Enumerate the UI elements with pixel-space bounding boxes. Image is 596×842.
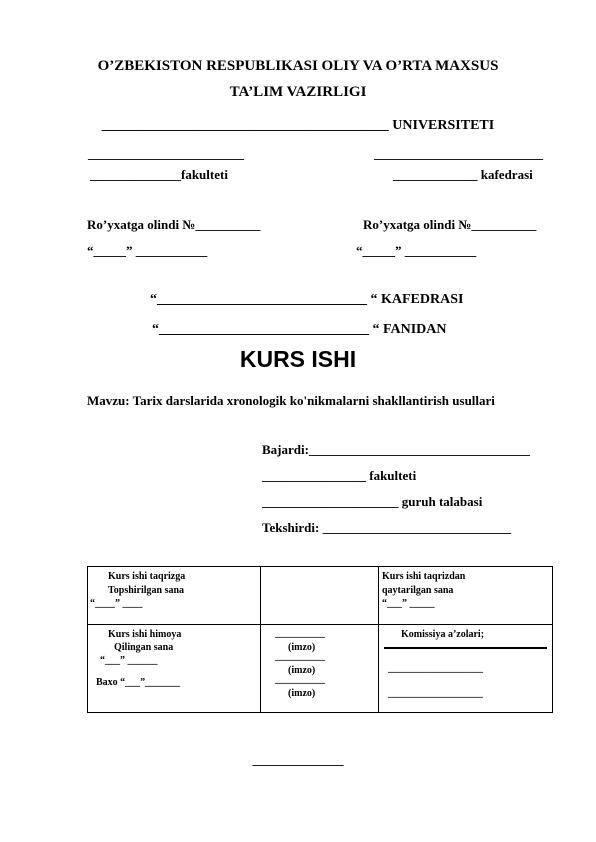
submission-cell	[88, 567, 261, 625]
submission-label-2: Topshirilgan sana	[108, 585, 185, 596]
defense-label-1: Kurs ishi himoya	[108, 629, 182, 640]
member-line-1: ___________________	[388, 663, 483, 674]
defense-date: “___” ______	[100, 655, 158, 666]
faculty-line: ______________fakulteti	[90, 167, 228, 182]
document-title: KURS ISHI	[239, 346, 357, 372]
signature-label-1: (imzo)	[288, 642, 316, 653]
blank-line-right: __________________________	[374, 146, 543, 161]
return-cell	[379, 567, 553, 625]
registration-date-left: “_____” ___________	[87, 243, 208, 258]
return-label-1: Kurs ishi taqrizdan	[382, 571, 466, 582]
signature-cell	[261, 625, 379, 713]
submission-date: “____” ____	[90, 598, 143, 609]
topic-line: Mavzu: Tarix darslarida xronologik ko'nikmalarni shakllantirish usullari	[87, 393, 495, 408]
commission-label: Komissiya a’zolari;	[401, 629, 485, 640]
defense-label-2: Qilingan sana	[114, 642, 174, 653]
signature-label-2: (imzo)	[288, 665, 316, 676]
ministry-line-1: O’ZBEKISTON RESPUBLIKASI OLIY VA O’RTA MAXSUS	[97, 58, 499, 74]
commission-divider	[384, 647, 547, 649]
author-faculty-line: ________________ fakulteti	[262, 468, 417, 483]
commission-cell	[379, 625, 553, 713]
empty-cell	[261, 567, 379, 625]
bottom-line: ______________	[252, 752, 344, 767]
blank-line-left: ________________________	[88, 146, 244, 161]
performed-by-line: Bajardi:__________________________________	[262, 442, 530, 457]
signature-line-1: __________	[275, 628, 325, 639]
signature-label-3: (imzo)	[288, 688, 316, 699]
signature-line-3: __________	[275, 674, 325, 685]
university-line: _________________________________________ UNIVERSITETI	[101, 118, 495, 133]
registration-number-right: Ro’yxatga olindi №__________	[363, 217, 537, 232]
checked-by-line: Tekshirdi: _____________________________	[262, 520, 512, 535]
author-group-line: _____________________ guruh talabasi	[262, 494, 483, 509]
return-label-2: qaytarilgan sana	[382, 585, 454, 596]
registration-date-right: “_____” ___________	[356, 243, 477, 258]
kafedra-line: “______________________________ “ KAFEDRASI	[150, 292, 464, 307]
review-table	[87, 566, 553, 713]
return-date: “___” _____	[382, 598, 435, 609]
member-line-2: ___________________	[388, 688, 483, 699]
registration-number-left: Ro’yxatga olindi №__________	[87, 217, 261, 232]
department-line: _____________ kafedrasi	[393, 167, 533, 182]
submission-label-1: Kurs ishi taqrizga	[108, 571, 186, 582]
grade-line: Baxo “___”_______	[96, 677, 181, 688]
fan-line: “______________________________ “ FANIDAN	[152, 322, 447, 337]
signature-line-2: __________	[275, 651, 325, 662]
defense-cell	[88, 625, 261, 713]
ministry-line-2: TA’LIM VAZIRLIGI	[229, 84, 367, 100]
